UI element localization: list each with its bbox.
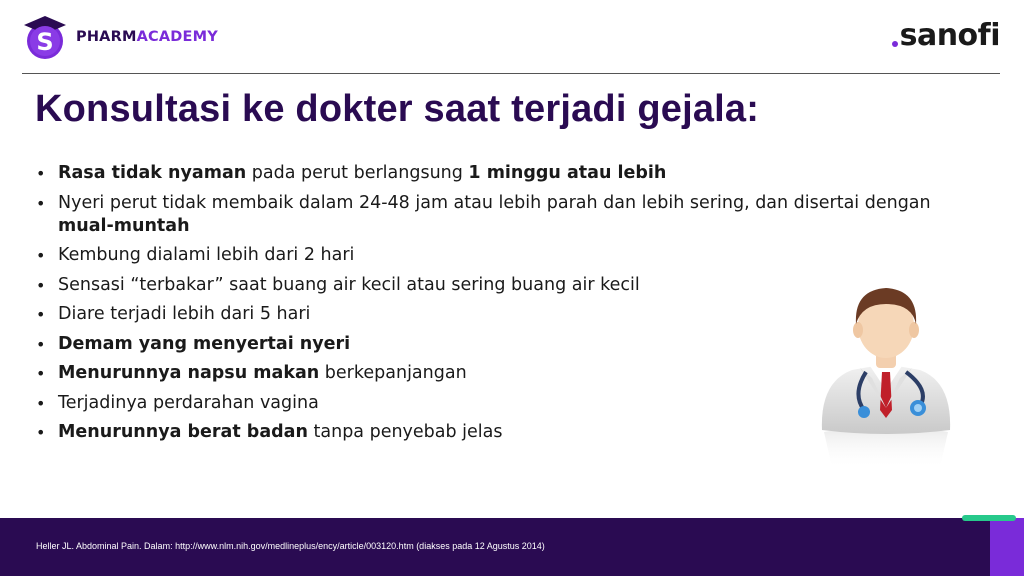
bullet-item	[36, 392, 936, 415]
bullet-text: berkepanjangan	[319, 363, 467, 383]
bullet-item	[36, 303, 936, 326]
doctor-icon	[812, 282, 960, 472]
brand-wordmark: sanofi	[899, 18, 1000, 53]
pharmacademy-logo	[22, 14, 218, 60]
sanofi-logo	[892, 18, 1000, 53]
logo-letter: S	[36, 28, 54, 56]
logo-wordmark-part2: ACADEMY	[136, 29, 218, 45]
bullet-item	[36, 421, 936, 444]
footer-accent-block	[990, 518, 1024, 576]
footer-reference: Heller JL. Abdominal Pain. Dalam: http://www.nlm.nih.gov/medlineplus/ency/article/003120.htm (diakses pada 12 Agustus 2014)	[36, 541, 545, 551]
bullet-text: Kembung dialami lebih dari 2 hari	[58, 245, 355, 265]
bullet-item	[36, 333, 936, 356]
bullet-item	[36, 162, 936, 185]
bullet-text-bold: Rasa tidak nyaman	[58, 163, 247, 183]
bullet-item	[36, 362, 936, 385]
slide-title: Konsultasi ke dokter saat terjadi gejala:	[35, 88, 760, 130]
header-divider	[22, 73, 1000, 74]
logo-wordmark-part1: PHARM	[76, 29, 137, 45]
bullet-text-bold: Menurunnya napsu makan	[58, 363, 320, 383]
bullet-item	[36, 192, 936, 238]
logo-wordmark	[76, 29, 218, 45]
brand-dot-icon	[892, 41, 898, 47]
bullet-text-bold: Demam yang menyertai nyeri	[58, 333, 351, 354]
bullet-text: Nyeri perut tidak membaik dalam 24-48 jam atau lebih parah dan lebih sering, dan disertai dengan	[58, 192, 931, 213]
bullet-item	[36, 274, 936, 297]
symptom-list	[36, 162, 936, 451]
graduation-cap-s-icon	[22, 14, 68, 60]
bullet-item	[36, 244, 936, 267]
bullet-text-bold: Menurunnya berat badan	[58, 422, 308, 442]
bullet-text-bold: 1 minggu atau lebih	[468, 163, 667, 183]
bullet-text: pada perut berlangsung	[246, 163, 469, 183]
bullet-text-bold: mual-muntah	[58, 215, 190, 236]
bullet-text: Sensasi “terbakar” saat buang air kecil atau sering buang air kecil	[58, 274, 640, 295]
bullet-text: Terjadinya perdarahan vagina	[58, 392, 319, 413]
footer-green-accent	[962, 515, 1016, 521]
bullet-text: tanpa penyebab jelas	[307, 422, 503, 442]
bullet-text: Diare terjadi lebih dari 5 hari	[58, 304, 311, 324]
